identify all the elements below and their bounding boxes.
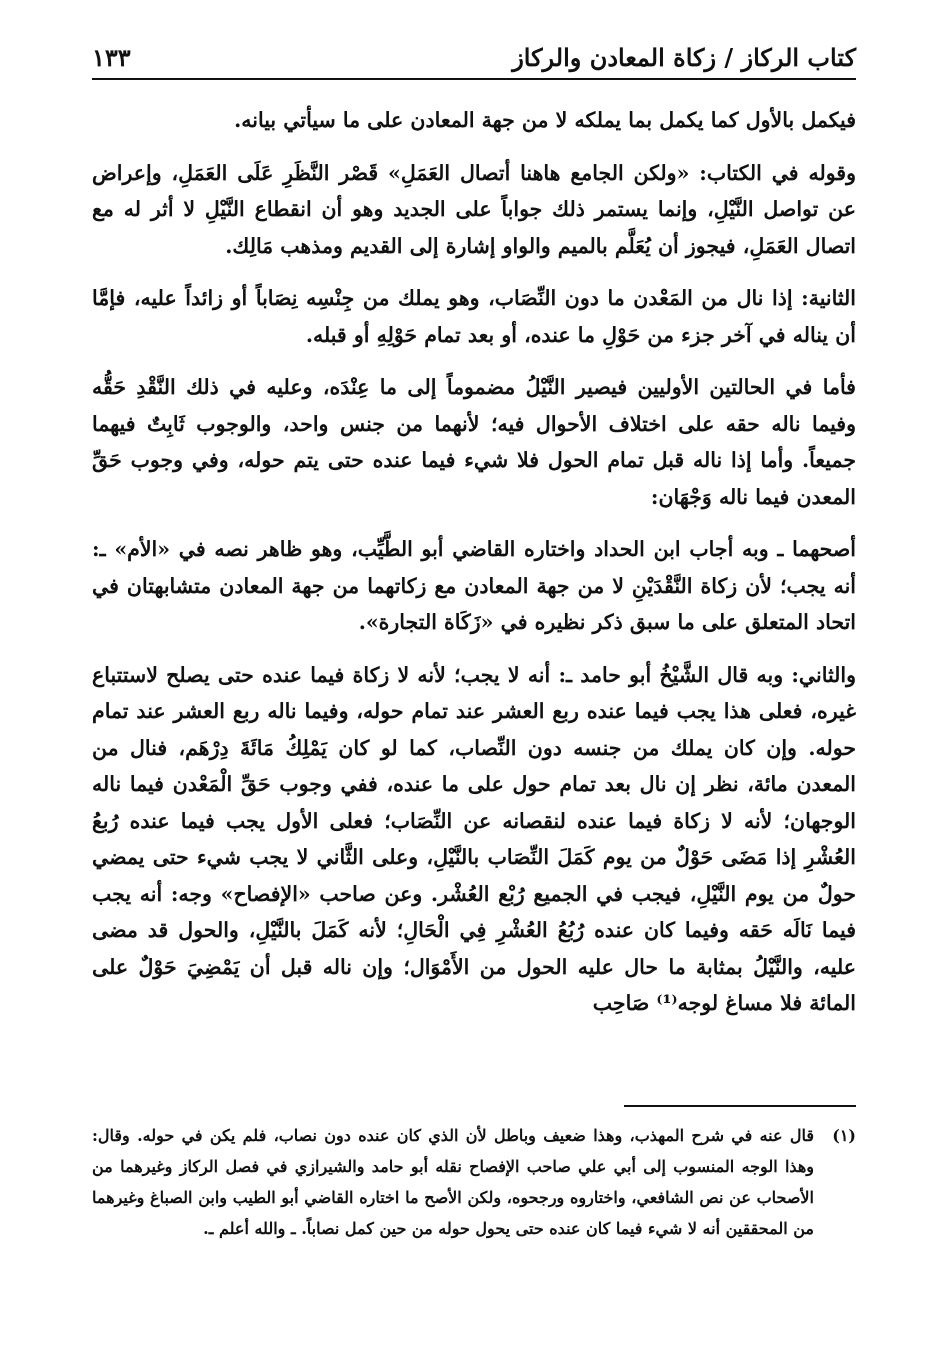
footnotes [92, 1120, 856, 1244]
paragraph-lead: أصحهما ـ [777, 537, 857, 561]
paragraph [92, 531, 856, 641]
running-title: كتاب الركاز / زكاة المعادن والركاز [512, 43, 856, 72]
footnote-divider [624, 1105, 856, 1107]
paragraph [92, 102, 856, 139]
main-text [92, 102, 856, 1038]
paragraph-text: فأما في الحالتين الأوليين فيصير النَّيْلُ مضموماً إلى ما عِنْدَه، وعليه في ذلك النَّقْدِ حَقُّه وفيما ناله حقه على اختلاف الأحوال فيه؛ لأنهما من جنس واحد، والوجوب ثَابِتٌ فيهما جميعاً. وأما إذا ناله قبل تمام الحول فلا شيء فيما عنده حتى يتم حوله، وفي وجوب حَقِّ المعدن فيما ناله وَجْهَان: [92, 375, 856, 509]
paragraph [92, 155, 856, 265]
paragraph [92, 657, 856, 1022]
footnote [92, 1120, 856, 1244]
paragraph-text: إذا نال من المَعْدن ما دون النِّصَاب، وهو يملك من جِنْسِه نِصَاباً أو زائداً عليه، فإمَّا أن يناله في آخر جزء من حَوْلِ ما عنده، أو بعد تمام حَوْلِهِ أو قبله. [92, 286, 856, 347]
paragraph-text: وقوله في الكتاب: «ولكن الجامع هاهنا أتصال العَمَلِ» قَصْر النَّظَرِ عَلَى العَمَلِ، وإعراض عن تواصل النَّيْلِ، وإنما يستمر ذلك جواباً على الجديد وهو أن انقطاع النَّيْلِ لا أثر له مع اتصال العَمَلِ، فيجوز أن يُعَلَّم بالميم والواو إشارة إلى القديم ومذهب مَالِك. [92, 160, 856, 258]
footnote-text: قال عنه في شرح المهذب، وهذا ضعيف وباطل لأن الذي كان عنده دون نصاب، فلم يكن في حوله. وقال: وهذا الوجه المنسوب إلى أبي علي صاحب الإفصاح نقله أبو حامد والشيرازي في فصل الركاز وغيرهما من الأصحاب عن نص الشافعي، واختاروه ورجحوه، ولكن الأصح ما اختاره القاضي أبو الطيب وابن الصباغ وغيرهما من المحققين أنه لا شيء فيما كان عنده حتى يحول حوله من حين كمل نصاباً. ـ والله أعلم ـ. [92, 1126, 814, 1238]
paragraph-text: وبه قال الشَّيْخُ أبو حامد ـ: أنه لا يجب؛ لأنه لا زكاة فيما عنده حتى يصلح لاستتباع غيره، فعلى هذا يجب فيما عنده ربع العشر عند تمام حوله، وفيما ناله ربع العشر عند تمام حوله. وإن كان يملك من جنسه دون النِّصاب، كما لو كان يَمْلِكُ مَائَةَ دِرْهَم، فنال من المعدن مائة، نظر إن نال بعد تمام حول على ما عنده، ففي وجوب حَقِّ الْمَعْدن فيما ناله الوجهان؛ لأنه لا زكاة فيما عنده لنقصانه عن النِّصَاب؛ فعلى الأول يجب فيما عنده رُبعُ العُشْرِ إذا مَضَى حَوْلٌ من يوم كَمَلَ النِّصَاب بالنَّيْلِ، وعلى الثَّاني لا يجب شيء حتى يمضي حولٌ من يوم النَّيْلِ، فيجب في الجميع رُبْع العُشْر. وعن صاحب «الإفصاح» وجه: أنه يجب فيما نَالَه حَقه وفيما كان عنده رُبُعُ العُشْرِ فِي الْحَالِ؛ لأنه كَمَلَ بالنَّيْلِ، والحول قد مضى عليه، والنَّيْلُ بمثابة ما حال عليه الحول من الأَمْوَال؛ وإن ناله قبل أن يَمْضِيَ حَوْلٌ على المائة فلا مساغ لوجه⁽¹⁾ صَاحِب [92, 662, 856, 1015]
page-header [92, 30, 856, 80]
footnote-number: (١) [832, 1126, 856, 1145]
paragraph-text: فيكمل بالأول كما يكمل بما يملكه لا من جهة المعادن على ما سيأتي بيانه. [234, 108, 856, 132]
paragraph-lead: والثاني: [791, 662, 856, 687]
page-number: ١٣٣ [92, 43, 131, 72]
paragraph-lead: الثانية: [801, 286, 856, 310]
paragraph-text: وبه أجاب ابن الحداد واختاره القاضي أبو الطَّيِّب، وهو ظاهر نصه في «الأم» ـ: أنه يجب؛ لأن زكاة النَّقْدَيْنِ لا من جهة المعادن مع زكاتهما من جهة المعادن متشابهتان في اتحاد المتعلق على ما سبق ذكر نظيره في «زَكَاة التجارة». [92, 537, 856, 634]
paragraph [92, 369, 856, 515]
paragraph [92, 280, 856, 353]
